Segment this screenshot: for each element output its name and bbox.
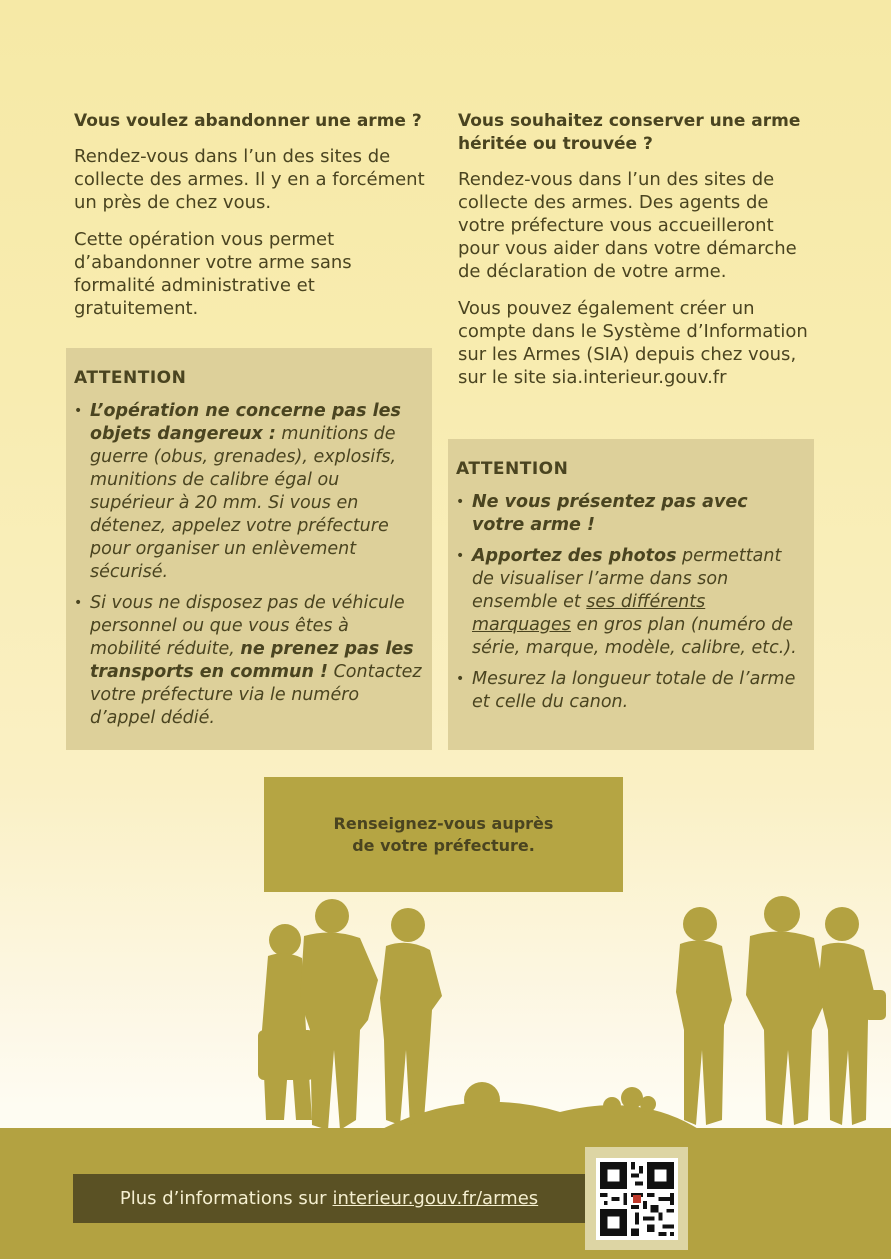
- silhouette-illustration: [0, 880, 891, 1140]
- right-attention-item-3-text: Mesurez la longueur totale de l’arme et celle du canon.: [472, 669, 796, 712]
- right-heading: Vous souhaitez conserver une arme héritée ou trouvée ?: [458, 111, 801, 154]
- right-attention-item-2-underlined: ses différents marquages: [472, 592, 706, 635]
- right-attention-item-2-bold: Apportez des photos: [472, 546, 677, 566]
- right-attention-list: [456, 491, 804, 714]
- right-attention-box: [448, 439, 814, 750]
- right-paragraph-1: Rendez-vous dans l’un des sites de collecte des armes. Des agents de votre préfecture vous accueilleront pour vous aider dans votre démarche de déclaration de votre arme.: [458, 169, 797, 282]
- right-attention-item-3: [456, 668, 804, 714]
- right-attention-item-1-bold: Ne vous présentez pas avec votre arme !: [472, 492, 748, 535]
- left-attention-item-1: [74, 400, 422, 584]
- callout-box: [264, 777, 623, 892]
- left-attention-item-1-text: munitions de guerre (obus, grenades), explosifs, munitions de calibre égal ou supérieur à 20 mm. Si vous en détenez, appelez votre préfecture pour organiser un enlèvement sécurisé.: [90, 424, 397, 582]
- left-paragraph-1: Rendez-vous dans l’un des sites de collecte des armes. Il y en a forcément un près de chez vous.: [74, 146, 425, 213]
- right-paragraph-2: Vous pouvez également créer un compte dans le Système d’Information sur les Armes (SIA) depuis chez vous, sur le site sia.interieur.gouv.fr: [458, 298, 808, 388]
- person-silhouette: [746, 896, 826, 1125]
- left-paragraph-2: Cette opération vous permet d’abandonner votre arme sans formalité administrative et gratuitement.: [74, 229, 352, 319]
- callout-line-2: de votre préfecture.: [352, 835, 535, 855]
- left-attention-item-1-bold: L’opération ne concerne pas les objets dangereux :: [90, 401, 401, 444]
- right-attention-title: ATTENTION: [456, 459, 569, 479]
- right-attention-item-2-text-a: permettant de visualiser l’arme dans son ensemble et: [472, 546, 782, 612]
- qr-code-icon[interactable]: [596, 1158, 678, 1240]
- left-attention-item-2-text-b: Contactez votre préfecture via le numéro d’appel dédié.: [90, 662, 422, 728]
- info-link[interactable]: interieur.gouv.fr/armes: [332, 1188, 539, 1209]
- right-column: [458, 110, 818, 403]
- qr-code-frame: [585, 1147, 688, 1250]
- left-attention-item-2: [74, 592, 422, 730]
- person-silhouette: [300, 899, 378, 1130]
- left-column: [74, 110, 434, 334]
- right-attention-item-2-text-b: en gros plan (numéro de série, marque, modèle, calibre, etc.).: [472, 615, 797, 658]
- info-bar: [73, 1174, 585, 1223]
- left-attention-list: [74, 400, 422, 730]
- right-attention-item-2: [456, 545, 804, 660]
- person-silhouette: [380, 908, 442, 1125]
- callout-line-1: Renseignez-vous auprès: [333, 813, 554, 833]
- person-silhouette: [676, 907, 732, 1125]
- right-attention-item-1: [456, 491, 804, 537]
- left-attention-item-2-text-a: Si vous ne disposez pas de véhicule personnel ou que vous êtes à mobilité réduite,: [90, 593, 405, 659]
- info-bar-text: Plus d’informations sur: [119, 1188, 327, 1209]
- person-silhouette: [818, 907, 886, 1125]
- left-attention-box: [66, 348, 432, 750]
- left-attention-item-2-bold: ne prenez pas les transports en commun !: [90, 639, 414, 682]
- left-attention-title: ATTENTION: [74, 368, 187, 388]
- left-heading: Vous voulez abandonner une arme ?: [74, 111, 422, 131]
